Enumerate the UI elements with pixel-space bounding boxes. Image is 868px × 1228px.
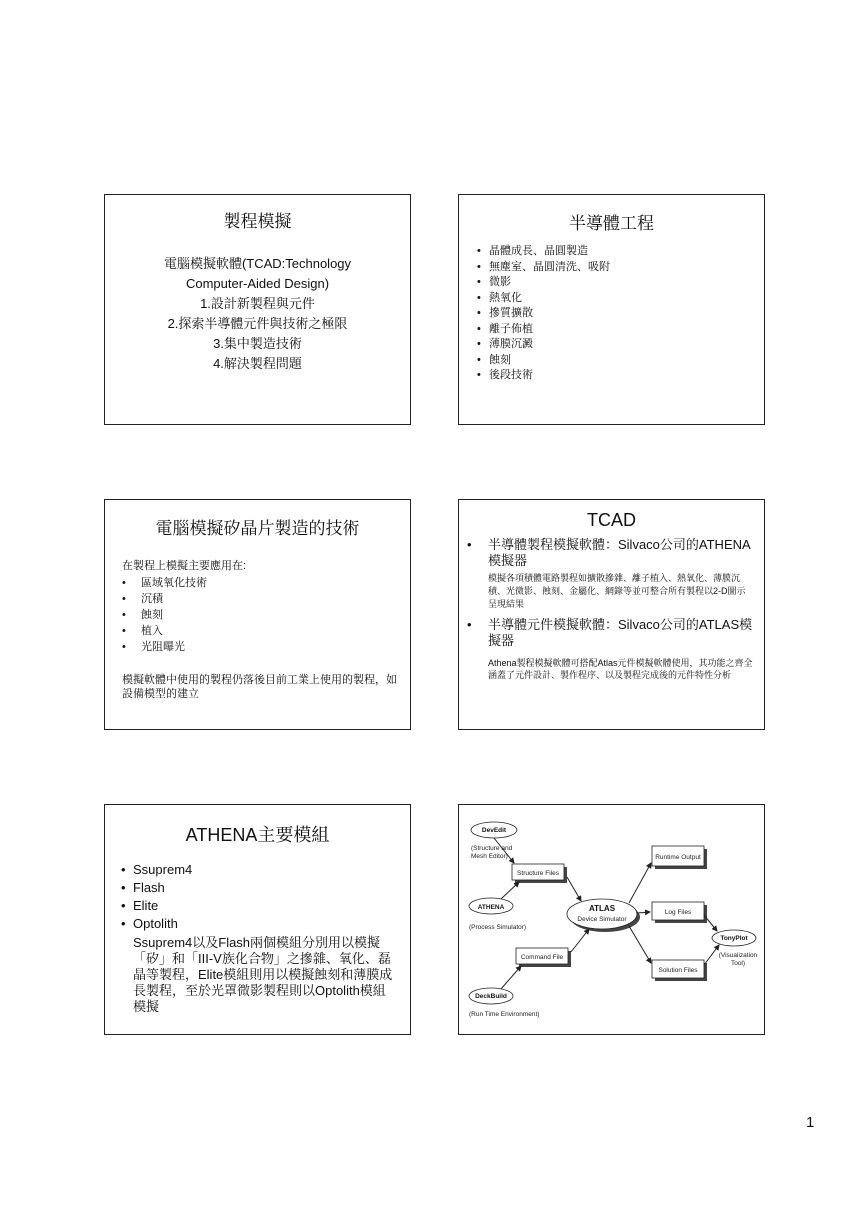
bullet-athena: • 半導體製程模擬軟體：Silvaco公司的ATHENA模擬器 [467,537,751,568]
slide-title: 半導體工程 [569,214,654,233]
log-files-label: Log Files [664,909,692,916]
arrow-atlas-log [637,912,650,913]
list-item: • 植入 [141,623,410,639]
arrow-structure-atlas [567,877,581,901]
slide-semiconductor-engineering [458,194,765,425]
slide-body [105,254,410,374]
body-line: 3.集中製造技術 [213,336,302,351]
deckbuild-desc: (Run Time Environment) [469,1011,540,1018]
list-item: • Ssuprem4 [133,861,410,879]
list-item: • 薄膜沉澱 [489,337,764,353]
runtime-output-label: Runtime Output [655,854,701,861]
command-file-label: Command File [520,954,564,961]
list-item: • Flash [133,879,410,897]
slide-title: TCAD [587,510,636,530]
page-number: 1 [806,1114,815,1131]
body-line: 電腦模擬軟體(TCAD:Technology [163,256,352,271]
arrow-atlas-solution [629,926,651,963]
solution-files-label: Solution Files [658,967,698,974]
slide-title: 製程模擬 [223,212,292,231]
body-line: 1.設計新製程與元件 [200,296,315,311]
list-item: • 區域氧化技術 [141,575,410,591]
athena-desc: (Process Simulator) [469,924,527,931]
intro-text: 在製程上模擬主要應用在: [122,560,247,572]
bullet-list [133,861,410,933]
list-item: • 晶體成長、晶圓製造 [489,244,764,260]
arrow-solution-tonyplot [704,945,719,965]
athena-label: ATHENA [477,904,505,911]
slide-title: ATHENA主要模組 [185,825,330,845]
list-item: • Elite [133,897,410,915]
slide-tcad [458,499,765,730]
arrow-athena-structure [501,882,519,899]
list-item: • 微影 [489,275,764,291]
arrow-atlas-runtime [629,863,651,903]
tonyplot-label: TonyPlot [720,935,748,942]
atlas-desc: Device Simulator [577,916,627,923]
tonyplot-desc: Tool) [730,960,746,967]
list-item: • 蝕刻 [141,607,410,623]
slide-athena-modules [104,804,411,1035]
flow-diagram [459,805,765,1035]
structure-files-label: Structure Files [517,870,559,877]
list-item: • Optolith [133,915,410,933]
arrow-command-atlas [571,929,589,952]
list-item: • 無塵室、晶圓清洗、吸附 [489,260,764,276]
list-item: • 摻質擴散 [489,306,764,322]
bullet-atlas: • 半導體元件模擬軟體：Silvaco公司的ATLAS模擬器 [467,617,753,648]
atlas-label: ATLAS [588,904,616,913]
slide-process-simulation [104,194,411,425]
slide-computer-simulation [104,499,411,730]
body-line: 2.探索半導體元件與技術之極限 [167,316,348,331]
deckbuild-label: DeckBuild [475,993,507,1000]
sub-text-athena: 模擬各項積體電路製程如擴散摻雜、離子植入、熱氧化、薄膜沉積、光微影、蝕刻、金屬化、網錄等並可整合所有製程以2-D圖示呈現結果 [488,573,746,609]
devedit-desc: (Structure and [471,845,513,852]
body-line: Computer-Aided Design) [185,276,330,291]
devedit-label: DevEdit [481,827,507,834]
body-line: 4.解決製程問題 [213,356,302,371]
list-item: • 蝕刻 [489,353,764,369]
note-text: 模擬軟體中使用的製程仍落後目前工業上使用的製程，如設備模型的建立 [122,674,397,700]
slide-atlas-diagram [458,804,765,1035]
arrow-deckbuild-command [501,966,521,989]
list-item: • 離子佈植 [489,322,764,338]
sub-text-atlas: Athena製程模擬軟體可搭配Atlas元件模擬軟體使用，其功能之齊全涵蓋了元件設計、製作程序、以及製程完成後的元件特性分析 [488,658,753,680]
devedit-desc: Mesh Editor) [471,853,508,860]
list-item: • 光阻曝光 [141,639,410,655]
bullet-text: 半導體元件模擬軟體：Silvaco公司的ATLAS模擬器 [488,617,753,648]
bullet-list [489,244,764,384]
list-item: • 熱氧化 [489,291,764,307]
tonyplot-desc: (Visualization [718,952,758,959]
bullet-text: 半導體製程模擬軟體：Silvaco公司的ATHENA模擬器 [488,537,751,568]
bullet-list [141,575,410,655]
list-item: • 後段技術 [489,368,764,384]
module-paragraph: Ssuprem4以及Flash兩個模組分別用以模擬「矽」和「III-V族化合物」之摻雜、氧化、磊晶等製程，Elite模組則用以模擬蝕刻和薄膜成長製程，至於光罩微影製程則以Optolith模組模擬 [133,935,393,1014]
list-item: • 沉積 [141,591,410,607]
slide-title: 電腦模擬矽晶片製造的技術 [155,519,360,538]
